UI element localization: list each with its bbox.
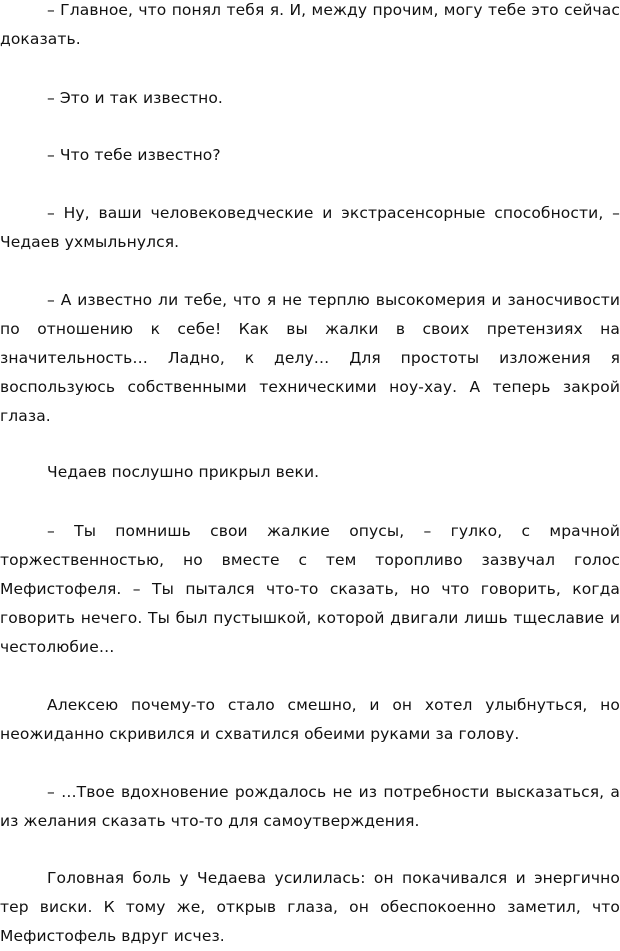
paragraph-6: Чедаев послушно прикрыл веки. [47, 463, 320, 481]
paragraph-10: Головная боль у Чедаева усилилась: он покачивался и энергично тер виски. К тому же, открыв глаза, он обеспокоенно заметил, что Мефистофель вдруг исчез. [0, 869, 620, 945]
paragraph-4: – Ну, ваши человековедческие и экстрасенсорные способности, – Чедаев ухмыльнулся. [0, 204, 620, 251]
paragraph-5: – А известно ли тебе, что я не терплю высокомерия и заносчивости по отношению к себе! Как вы жалки в своих претензиях на значительность… Ладно, к делу… Для простоты изложения я воспользуюсь собственными техническими ноу-хау. А теперь закрой глаза. [0, 291, 620, 425]
paragraph-1: – Главное, что понял тебя я. И, между прочим, могу тебе это сейчас доказать. [0, 1, 620, 48]
paragraph-7: – Ты помнишь свои жалкие опусы, – гулко, с мрачной торжественностью, но вместе с тем торопливо зазвучал голос Мефистофеля. – Ты пытался что-то сказать, но что говорить, когда говорить нечего. Ты был пустышкой, которой двигали лишь тщеславие и честолюбие… [0, 522, 620, 656]
paragraph-2: – Это и так известно. [47, 89, 223, 107]
paragraph-9: – …Твое вдохновение рождалось не из потребности высказаться, а из желания сказать что-то для самоутверждения. [0, 783, 620, 830]
paragraph-3: – Что тебе известно? [47, 146, 221, 164]
paragraph-8: Алексею почему-то стало смешно, и он хотел улыбнуться, но неожиданно скривился и схватился обеими руками за голову. [0, 696, 620, 743]
